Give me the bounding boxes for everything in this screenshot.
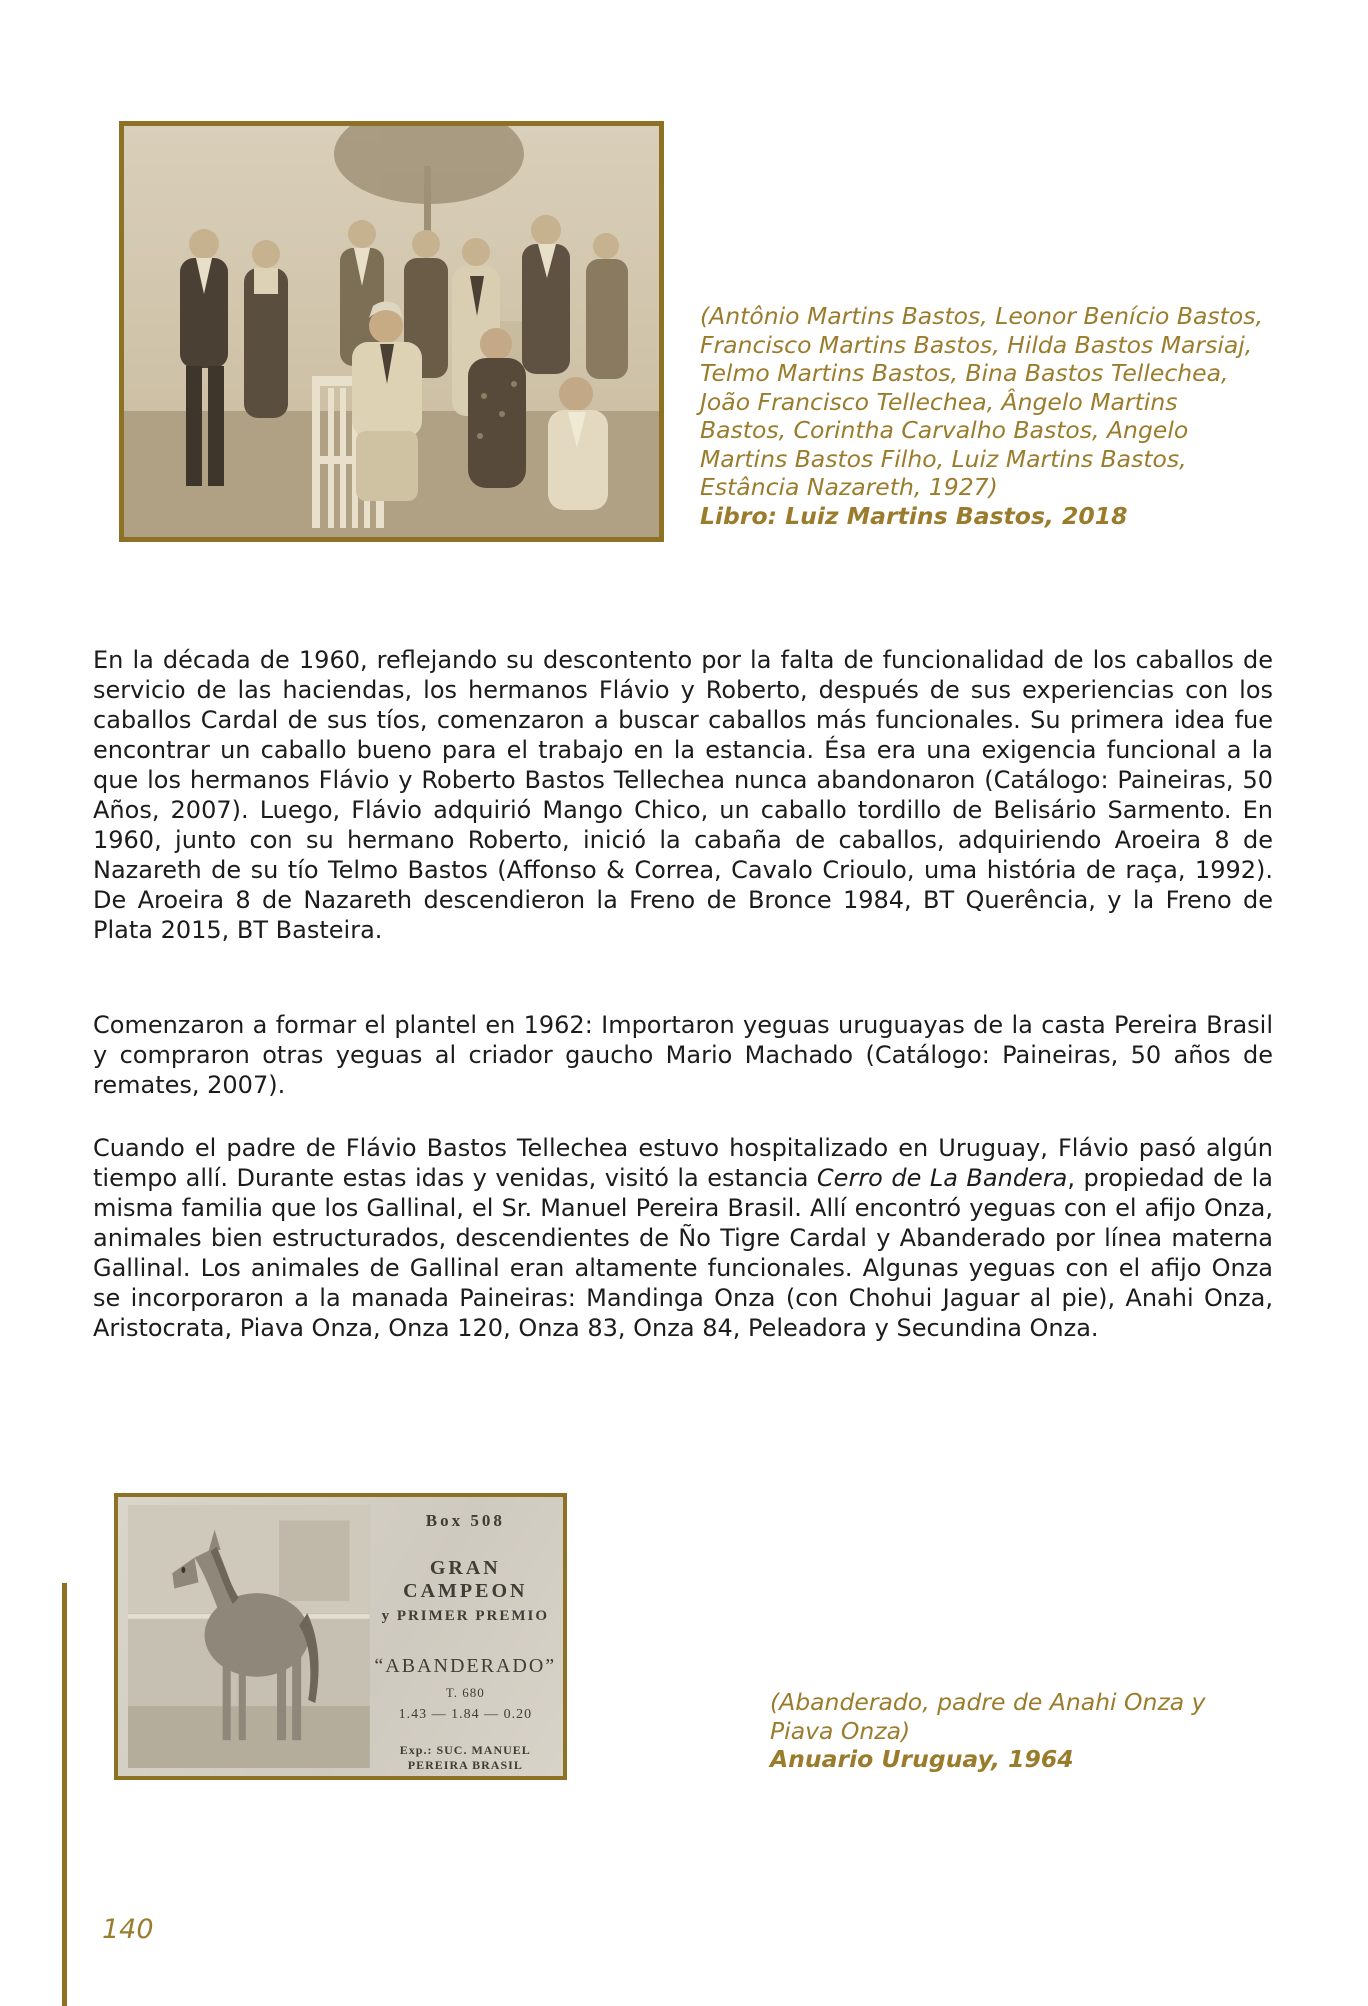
photo-caption-bottom (770, 1688, 1260, 1774)
card-subtitle: y PRIMER PREMIO (381, 1608, 550, 1624)
card-title: GRAN CAMPEON (403, 1557, 528, 1602)
card-box-number: Box 508 (425, 1511, 505, 1530)
body-paragraph-1: En la década de 1960, reflejando su descontento por la falta de funcionalidad de los caballos de servicio de las haciendas, los hermanos Flávio y Roberto, después de sus experiencias con los caballos Cardal de sus tíos, comenzaron a buscar caballos más funcionales. Su primera idea fue encontrar un caballo bueno para el trabajo en la estancia. Ésa era una exigencia funcional a la que los hermanos Flávio y Roberto Bastos Tellechea nunca abandonaron (Catálogo: Paineiras, 50 Años, 2007). Luego, Flávio adquirió Mango Chico, un caballo tordillo de Belisário Sarmento. En 1960, junto con su hermano Roberto, inició la cabaña de caballos, adquiriendo Aroeira 8 de Nazareth de su tío Telmo Bastos (Affonso & Correa, Cavalo Crioulo, uma história de raça, 1992). De Aroeira 8 de Nazareth descendieron la Freno de Bronce 1984, BT Querência, y la Freno de Plata 2015, BT Basteira. (93, 646, 1273, 944)
caption-top-source: Libro: Luiz Martins Bastos, 2018 (700, 501, 1128, 530)
body-paragraph-2: Comenzaron a formar el plantel en 1962: Importaron yeguas uruguayas de la casta Pereira Brasil y compraron otras yeguas al criador gaucho Mario Machado (Catálogo: Paineiras, 50 años de remates, 2007). (93, 1011, 1273, 1099)
paragraph-3-part1: Cuando el padre de Flávio Bastos Tellechea estuvo hospitalizado en Uruguay, Flávio pasó algún tiempo allí. Durante estas idas y venidas, visitó la estancia (93, 1134, 1273, 1192)
background-building (279, 1520, 349, 1600)
card-tattoo: T. 680 (445, 1685, 485, 1700)
page-number: 140 (102, 1914, 154, 1945)
body-paragraph-3 (93, 1133, 1273, 1343)
paragraph-3-part2: , propiedad de la misma familia que los Gallinal, el Sr. Manuel Pereira Brasil. Allí encontró yeguas con el afijo Onza, animales bien estructurados, descendientes de Ño Tigre Cardal y Abanderado por línea materna Gallinal. Los animales de Gallinal eran altamente funcionales. Algunas yeguas con el afijo Onza se incorporaron a la manada Paineiras: Mandinga Onza (con Chohui Jaguar al pie), Anahi Onza, Aristocrata, Piava Onza, Onza 120, Onza 83, Onza 84, Peleadora y Secundina Onza. (93, 1164, 1273, 1342)
photo-caption-top (700, 302, 1265, 530)
ground (128, 1706, 370, 1768)
family-photo-illustration (124, 126, 659, 537)
horse-illustration (128, 1505, 370, 1768)
margin-rule (62, 1583, 67, 2006)
card-measurements: 1.43 — 1.84 — 0.20 (398, 1707, 533, 1722)
caption-bottom-source: Anuario Uruguay, 1964 (770, 1745, 1074, 1773)
caption-bottom-text: (Abanderado, padre de Anahi Onza y Piava Onza) (770, 1688, 1206, 1745)
horse-photo (118, 1497, 372, 1776)
card-text-panel (372, 1497, 563, 1776)
abanderado-card-photo (114, 1493, 567, 1780)
paragraph-3-italic: Cerro de La Bandera (816, 1164, 1068, 1192)
family-photo (119, 121, 664, 542)
card-exhibitor: Exp.: SUC. MANUEL PEREIRA BRASIL (399, 1743, 531, 1772)
card-horse-name: “ABANDERADO” (374, 1655, 557, 1677)
caption-top-text: (Antônio Martins Bastos, Leonor Benício Bastos, Francisco Martins Bastos, Hilda Bastos Marsiaj, Telmo Martins Bastos, Bina Bastos Tellechea, João Francisco Tellechea, Ângelo Martins Bastos, Corintha Carvalho Bastos, Angelo Martins Bastos Filho, Luiz Martins Bastos, Estância Nazareth, 1927) (700, 302, 1263, 501)
